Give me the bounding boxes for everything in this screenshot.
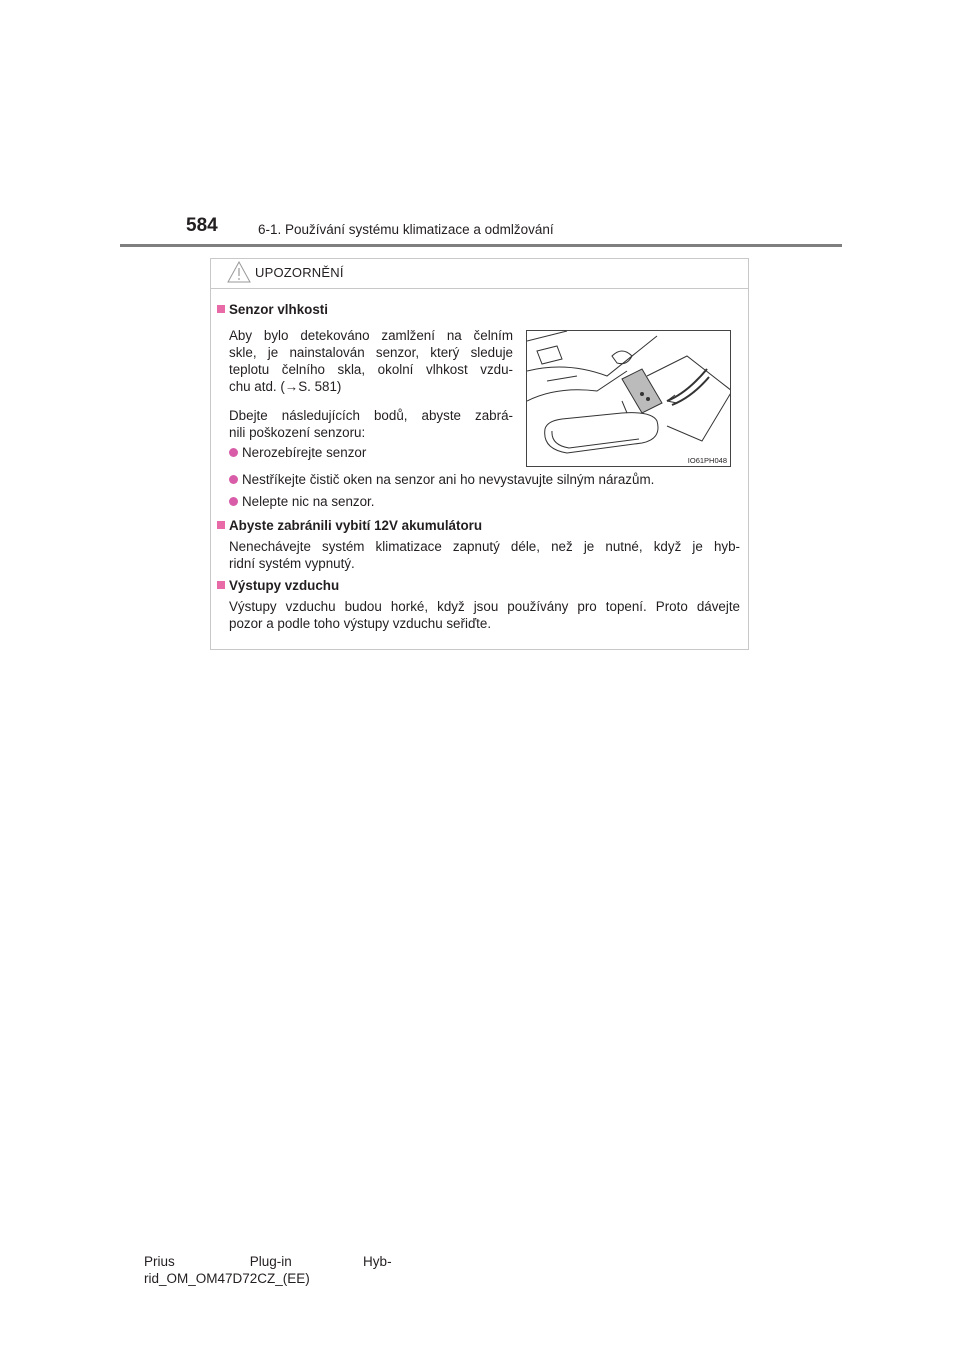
header-divider bbox=[120, 244, 842, 247]
paragraph-line: Aby bylo detekováno zamlžení na čelním bbox=[229, 328, 513, 343]
bullet-item: Nerozebírejte senzor bbox=[242, 445, 367, 460]
warning-header bbox=[211, 259, 748, 289]
paragraph-line: chu atd. (→S. 581) bbox=[229, 379, 342, 394]
footer-line: rid_OM_OM47D72CZ_(EE) bbox=[144, 1271, 310, 1286]
paragraph-line: Výstupy vzduchu budou horké, když jsou používány pro topení. Proto dávejte bbox=[229, 599, 740, 614]
intro-line: nili poškození senzoru: bbox=[229, 425, 366, 440]
bullet-item: Nelepte nic na senzor. bbox=[242, 494, 375, 509]
figure-code: IO61PH048 bbox=[687, 456, 727, 465]
bullet-item: Nestříkejte čistič oken na senzor ani ho nevystavujte silným nárazům. bbox=[242, 472, 655, 487]
paragraph-line: skle, je nainstalován senzor, který sleduje bbox=[229, 345, 513, 360]
paragraph-line: ridní systém vypnutý. bbox=[229, 556, 355, 571]
section-bullet-square bbox=[217, 581, 225, 589]
paragraph-line: pozor a podle toho výstupy vzduchu seřiďte. bbox=[229, 616, 492, 631]
section-heading-battery: Abyste zabránili vybití 12V akumulátoru bbox=[229, 518, 483, 533]
footer-line: Prius Plug-in Hyb- bbox=[144, 1254, 392, 1269]
section-bullet-square bbox=[217, 305, 225, 313]
section-heading-humidity-sensor: Senzor vlhkosti bbox=[229, 302, 328, 317]
warning-triangle-icon bbox=[227, 261, 251, 283]
rearview-mirror-sensor-drawing bbox=[527, 331, 731, 467]
bullet-dot bbox=[229, 497, 238, 506]
sensor-illustration bbox=[526, 330, 731, 467]
intro-line: Dbejte následujících bodů, abyste zabrá- bbox=[229, 408, 513, 423]
section-bullet-square bbox=[217, 521, 225, 529]
bullet-dot bbox=[229, 448, 238, 457]
page-number: 584 bbox=[186, 215, 218, 236]
paragraph-line: Nenechávejte systém klimatizace zapnutý déle, než je nutné, když je hyb- bbox=[229, 539, 740, 554]
section-heading-air-vents: Výstupy vzduchu bbox=[229, 578, 340, 593]
warning-title: UPOZORNĚNÍ bbox=[255, 265, 344, 280]
paragraph-line: teplotu čelního skla, okolní vlhkost vzdu- bbox=[229, 362, 513, 377]
section-title: 6-1. Používání systému klimatizace a odmlžování bbox=[258, 222, 554, 237]
footer bbox=[144, 1253, 392, 1287]
bullet-dot bbox=[229, 475, 238, 484]
